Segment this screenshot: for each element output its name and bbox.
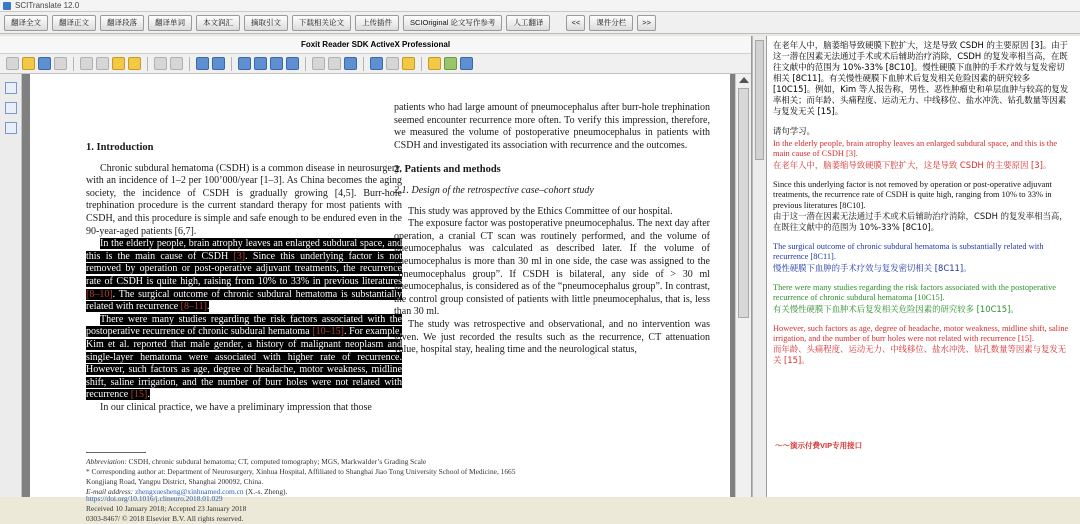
translation-summary: 在老年人中，脑萎缩导致硬膜下腔扩大，这是导致 CSDH 的主要原因 [3]。由于这一潜在因素无法通过手术或术后辅助治疗消除，CSDH 的复发率相当高，在既往文献中的范围为 10%-33% [8C10]。慢性硬膜下血肿的手术疗效与复发密切相关 [8C11]。有关慢性硬膜下血肿术后复发相关危险因素的研究较多 [10C15]。例如，Kim 等人报告称，男性、恶性肿瘤史和单层血肿与较高的复发率相关；而年龄、头痛程度、运动无力、中线移位、盐水冲洗、钻孔数量等因素与复发无关 [15]。 (773, 40, 1069, 116)
translate-word-button[interactable]: 翻译单词 (148, 15, 192, 31)
panel-splitter-scrollbar[interactable] (752, 36, 766, 497)
bookmark-icon[interactable] (444, 57, 457, 70)
citation-link[interactable]: [3] (233, 250, 246, 262)
sentence-zh: 而年龄、头痛程度、运动无力、中线移位、盐水冲洗、钻孔数量等因素与复发无关 [15]。 (773, 344, 1067, 366)
back-icon[interactable] (154, 57, 167, 70)
received-dates: Received 10 January 2018; Accepted 23 January 2018 (86, 504, 247, 513)
section-heading-methods: 2. Patients and methods (394, 164, 501, 176)
sentence-pair (773, 242, 1069, 274)
selection-text: . Since this underlying factor is not removed by operation or post-operative adjuvant treatments, the recurrence rate of CSDH is quite high, raising from 10% to 33% in previous literatures (86, 250, 402, 287)
sentence-en: There were many studies regarding the risk factors associated with the postoperative recurrence of chronic subdural hematoma [10C15]. (773, 282, 1057, 303)
citation-link[interactable]: [10–15] (312, 326, 344, 338)
scroll-up-icon[interactable] (739, 77, 749, 83)
writing-reference-button[interactable]: SCIOriginal 论文写作参考 (403, 15, 502, 31)
toolbar-separator (363, 57, 364, 71)
selection-text: . For example, Kim et al. reported that male gender, a history of malignant neoplasm and single-layer hematoma were associated with higher rate of recurrence. However, such factors as age, degree of headache, motor weakness, midline shift, saline irrigation, and the number of burr holes were not related with recurrence (86, 326, 402, 401)
methods-paragraph-3: The study was retrospective and observational, and no intervention was given. We just recorded the results such as the recurrence, CT attenuation value, hospital stay, healing time and the neurological status, (394, 318, 710, 356)
sentence-zh: 有关慢性硬膜下血肿术后复发相关危险因素的研究较多 [10C15]。 (773, 303, 1019, 314)
selection-text: . The surgical outcome of chronic subdural hematoma is substantially related with recurrence (86, 288, 402, 313)
human-translation-button[interactable]: 人工翻译 (506, 15, 550, 31)
rotate-left-icon[interactable] (196, 57, 209, 70)
email-line: E-mail address: zhengxuesheng@xinhuamed.com.cn (X.-s. Zheng). (86, 487, 288, 496)
next-page-icon[interactable] (112, 57, 125, 70)
column-right (394, 102, 710, 357)
document-page[interactable] (30, 74, 730, 523)
toolbar-separator (189, 57, 190, 71)
download-papers-button[interactable]: 下载相关论文 (292, 15, 351, 31)
actual-size-icon[interactable] (344, 57, 357, 70)
viewer-toolbar (0, 54, 751, 74)
window-title: SCITranslate 12.0 (15, 1, 80, 10)
selection-text: In the elderly people, brain atrophy leaves an enlarged subdural space, and this is the main cause of CSDH (86, 238, 402, 262)
doi-link[interactable]: https://doi.org/10.1016/j.clineuro.2018.01.029 (86, 494, 223, 503)
app-icon (3, 2, 11, 10)
bookmarks-panel-icon[interactable] (5, 102, 17, 114)
sentence-pair (773, 283, 1069, 315)
fit-page-icon[interactable] (312, 57, 325, 70)
footnote (86, 452, 526, 497)
zoom-out-icon[interactable] (254, 57, 267, 70)
layers-panel-icon[interactable] (5, 122, 17, 134)
viewer-title: Foxit Reader SDK ActiveX Professional (0, 36, 751, 54)
pdf-viewer (0, 36, 752, 523)
email-link[interactable]: zhengxuesheng@xinhuamed.com.cn (135, 487, 244, 496)
sentence-pair (773, 139, 1069, 171)
sentence-en: Since this underlying factor is not removed by operation or post-operative adjuvant treatments, the recurrence rate of CSDH is quite high, ranging from 10% to 33% in previous literatures [8C10]. (773, 179, 1052, 210)
select-text-icon[interactable] (386, 57, 399, 70)
rotate-right-icon[interactable] (212, 57, 225, 70)
page-area[interactable] (22, 74, 736, 523)
toolbar-separator (305, 57, 306, 71)
sentence-en: The surgical outcome of chronic subdural hematoma is substantially related with recurrence [8C11]. (773, 242, 1044, 262)
forward-icon[interactable] (170, 57, 183, 70)
intro-paragraph-1: Chronic subdural hematoma (CSDH) is a common disease in neurosurgery, with an incidence of 1–2 per 100’000/year [1–3]. As China becomes the aging society, the incidence of CSDH is gradually growing [4,5]. Burr-hole trephination procedure is the current standard therapy for most patients with CSDH, and this procedure is simple and safe enough to be endured even in the 90-year-aged patients [6,7]. (86, 162, 402, 237)
window-titlebar (0, 0, 1080, 12)
translate-paragraph-button[interactable]: 翻译段落 (100, 15, 144, 31)
zoom-minus-icon[interactable] (286, 57, 299, 70)
main-toolbar (0, 12, 1080, 34)
viewer-side-strip (0, 74, 22, 497)
sentence-pair (773, 180, 1069, 233)
section-heading-introduction: 1. Introduction (86, 142, 154, 153)
polish-button[interactable]: 本文润汇 (196, 15, 240, 31)
sentence-pair (773, 324, 1069, 367)
translate-fulltext-button[interactable]: 翻译全文 (4, 15, 48, 31)
toolbar-separator (73, 57, 74, 71)
fit-width-icon[interactable] (328, 57, 341, 70)
column-left (86, 136, 402, 414)
open-folder-icon[interactable] (22, 57, 35, 70)
pages-panel-icon[interactable] (5, 82, 17, 94)
last-page-icon[interactable] (128, 57, 141, 70)
sentence-en: In the elderly people, brain atrophy leaves an enlarged subdural space, and this is the main cause of CSDH [3]. (773, 139, 1058, 159)
subsection-heading: 2.1. Design of the retrospective case–cohort study (394, 184, 594, 196)
extract-citations-button[interactable]: 摘取引文 (244, 15, 288, 31)
translation-panel[interactable] (766, 36, 1080, 497)
vip-promo[interactable]: ～～演示付费VIP专用接口 (775, 441, 863, 450)
intro-paragraph-3: In our clinical practice, we have a preliminary impression that those (100, 401, 372, 413)
hand-tool-icon[interactable] (402, 57, 415, 70)
toolbar-separator (147, 57, 148, 71)
highlighted-paragraph-2[interactable]: There were many studies regarding the risk factors associated with the postoperative recurrence of chronic subdural hematoma [10–15]. For example, Kim et al. reported that male gender, a history of malignant neoplasm and single-layer hematoma were associated with higher rate of recurrence. However, such factors as age, degree of headache, motor weakness, midline shift, saline irrigation, and the number of burr holes were not related with recurrence [15]. (86, 313, 402, 401)
citation-link[interactable]: [8–11] (180, 301, 207, 313)
info-icon[interactable] (460, 57, 473, 70)
zoom-in-icon[interactable] (238, 57, 251, 70)
methods-paragraph-2: The exposure factor was postoperative pneumocephalus. The next day after operation, a cranial CT scan was routinely performed, and the volume of pneumocephalus was calculated as described later. If the volume of pneumocephalus is more than 30 ml in one side, the case was assigned to the “pneumocephalus group”. If CSDH is bilateral, any side of > 30 ml pneumocephalus, is considered as of the “pneumocephalus group”. In contrast, the control group consisted of patients with little pneumocephalus, that is, less than 30 ml. (394, 218, 710, 318)
toolbar-separator (231, 57, 232, 71)
corresponding-author: * Corresponding author at: Department of Neurosurgery, Xinhua Hospital, Affiliated to Shanghai Jiao Tong University School of Medicine, 1665 Kongjiang Road, Yangpu District, Shanghai 200092, China. (86, 467, 516, 486)
sentence-zh: 在老年人中，脑萎缩导致硬膜下腔扩大，这是导致 CSDH 的主要原因 [3]。 (773, 159, 1052, 170)
highlighted-paragraph-1[interactable]: In the elderly people, brain atrophy leaves an enlarged subdural space, and this is the main cause of CSDH [3]. Since this underlying factor is not removed by operation or post-operative adjuvant treatments, the recurrence rate of CSDH is quite high, raising from 10% to 33% in previous literatures [8–10]. The surgical outcome of chronic subdural hematoma is substantially related with recurrence [8–11]. (86, 238, 402, 313)
scroll-thumb[interactable] (738, 88, 749, 318)
doi-block (86, 494, 246, 524)
sentence-zh: 慢性硬膜下血肿的手术疗效与复发密切相关 [8C11]。 (773, 262, 972, 273)
methods-paragraph-1: This study was approved by the Ethics Committee of our hospital. (408, 205, 673, 217)
citation-link[interactable]: [8–10] (86, 288, 113, 300)
sentence-zh: 由于这一潜在因素无法通过手术或术后辅助治疗消除，CSDH 的复发率相当高，在既往文献中的范围为 10%-33% [8C10]。 (773, 211, 1068, 233)
print-icon[interactable] (54, 57, 67, 70)
nav-next-button[interactable]: >> (637, 15, 656, 31)
footnote-rule (86, 452, 146, 453)
toolbar-separator (421, 57, 422, 71)
translate-body-button[interactable]: 翻译正文 (52, 15, 96, 31)
annotate-icon[interactable] (428, 57, 441, 70)
menu-icon[interactable] (6, 57, 19, 70)
zoom-plus-icon[interactable] (270, 57, 283, 70)
abbreviations: Abbreviation: CSDH, chronic subdural hematoma; CT, computed tomography; MGS, Markwalder’s Grading Scale (86, 457, 427, 466)
find-icon[interactable] (370, 57, 383, 70)
citation-link[interactable]: [15] (130, 389, 148, 401)
page-split-button[interactable]: 课件分栏 (589, 15, 633, 31)
first-page-icon[interactable] (80, 57, 93, 70)
viewer-scrollbar[interactable] (735, 74, 751, 497)
prev-page-icon[interactable] (96, 57, 109, 70)
splitter-thumb[interactable] (755, 40, 764, 160)
translation-text (773, 40, 1069, 375)
nav-prev-button[interactable]: << (566, 15, 585, 31)
sentence-en: However, such factors as age, degree of headache, motor weakness, midline shift, saline irrigation, and the number of burr holes were not related with recurrence [15]. (773, 323, 1069, 344)
copyright: 0303-8467/ © 2018 Elsevier B.V. All rights reserved. (86, 514, 244, 523)
continued-paragraph: patients who had large amount of pneumocephalus after burr-hole trephination seemed encounter recurrence more often. To verify this impression, therefore, we measured the volume of postoperative pneumocephalus in patients with CSDH and investigated its association with recurrence and the outcomes. (394, 102, 710, 151)
upload-plugin-button[interactable]: 上传插件 (355, 15, 399, 31)
selection-text: There were many studies regarding the risk factors associated with the postoperative recurrence of chronic subdural hematoma (86, 313, 402, 338)
sentence-study-label: 请句学习。 (773, 126, 815, 136)
save-icon[interactable] (38, 57, 51, 70)
